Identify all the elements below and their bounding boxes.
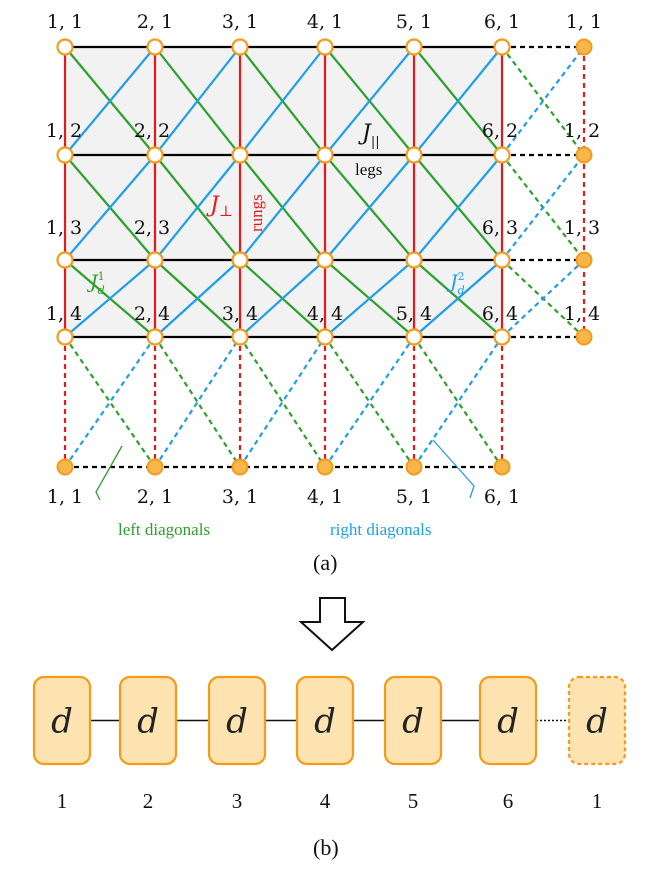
lattice-site bbox=[407, 253, 422, 268]
supersite-number: 3 bbox=[231, 789, 243, 813]
site-label: 5, 4 bbox=[395, 303, 433, 325]
site-label: 2, 1 bbox=[136, 11, 174, 33]
left-diagonals-pointer bbox=[96, 446, 122, 500]
site-label: 6, 1 bbox=[483, 11, 521, 33]
site-label: 3, 1 bbox=[221, 11, 259, 33]
supersite-letter: d bbox=[586, 701, 608, 742]
site-label: 2, 4 bbox=[133, 303, 171, 325]
site-label: 4, 4 bbox=[306, 303, 344, 325]
lattice-site bbox=[148, 40, 163, 55]
periodic-image-site bbox=[318, 460, 333, 475]
lattice-site bbox=[407, 330, 422, 345]
bottom-right-diagonal-periodic bbox=[240, 337, 325, 467]
chain-numbers bbox=[57, 789, 603, 813]
site-label: 1, 3 bbox=[45, 217, 83, 239]
bottom-right-diagonal-periodic bbox=[414, 337, 502, 467]
periodic-image-site bbox=[148, 460, 163, 475]
lattice-site bbox=[58, 253, 73, 268]
lattice-site bbox=[233, 40, 248, 55]
panel-b-caption: (b) bbox=[313, 835, 339, 860]
rungs-text: rungs bbox=[247, 194, 266, 232]
site-label: 6, 1 bbox=[483, 486, 521, 508]
site-label: 2, 3 bbox=[133, 217, 171, 239]
lattice-site bbox=[318, 148, 333, 163]
down-arrow-icon bbox=[301, 598, 363, 650]
site-label: 6, 2 bbox=[481, 120, 519, 142]
lattice-site bbox=[58, 40, 73, 55]
periodic-image-site bbox=[233, 460, 248, 475]
lattice-site bbox=[495, 253, 510, 268]
supersite-number: 1 bbox=[591, 789, 603, 813]
supersite-number: 4 bbox=[319, 789, 331, 813]
right-diagonals-label: right diagonals bbox=[330, 520, 432, 539]
bottom-left-diagonal-periodic bbox=[414, 337, 502, 467]
periodic-image-site bbox=[495, 460, 510, 475]
periodic-image-site bbox=[577, 148, 592, 163]
site-label: 5, 1 bbox=[395, 486, 433, 508]
site-label: 1, 4 bbox=[45, 303, 83, 325]
lattice-site bbox=[148, 330, 163, 345]
bottom-left-diagonal-periodic bbox=[155, 337, 240, 467]
site-label: 4, 1 bbox=[306, 486, 344, 508]
site-label: 2, 2 bbox=[133, 120, 171, 142]
lattice-site bbox=[58, 148, 73, 163]
periodic-image-site bbox=[407, 460, 422, 475]
site-label: 1, 3 bbox=[563, 217, 601, 239]
site-label: 3, 1 bbox=[221, 486, 259, 508]
lattice-site bbox=[148, 148, 163, 163]
lattice-site bbox=[318, 253, 333, 268]
site-label: 1, 1 bbox=[46, 11, 84, 33]
supersite-letter: d bbox=[226, 701, 248, 742]
bottom-left-diagonal-periodic bbox=[65, 337, 155, 467]
bottom-left-diagonal-periodic bbox=[325, 337, 414, 467]
lattice-site bbox=[318, 330, 333, 345]
lattice-site bbox=[148, 253, 163, 268]
supersite-letter: d bbox=[497, 701, 519, 742]
site-label: 1, 4 bbox=[563, 303, 601, 325]
bottom-left-diagonal-periodic bbox=[240, 337, 325, 467]
lattice-site bbox=[407, 40, 422, 55]
site-label: 1, 2 bbox=[563, 120, 601, 142]
site-label: 6, 3 bbox=[481, 217, 519, 239]
supersite-letter: d bbox=[402, 701, 424, 742]
site-label: 6, 4 bbox=[481, 303, 519, 325]
supersite-letter: d bbox=[314, 701, 336, 742]
lattice-background bbox=[65, 47, 502, 337]
bottom-right-diagonal-periodic bbox=[65, 337, 155, 467]
site-label: 1, 1 bbox=[565, 11, 603, 33]
panel-a-caption: (a) bbox=[313, 550, 338, 575]
legs-coupling-label: $J_{||}$ bbox=[362, 121, 380, 150]
site-label: 5, 1 bbox=[395, 11, 433, 33]
right-diagonal-coupling-label: $J_d2$ bbox=[450, 270, 465, 297]
right-diagonals-pointer bbox=[433, 440, 474, 498]
site-label: 1, 2 bbox=[45, 120, 83, 142]
site-label: 1, 1 bbox=[46, 486, 84, 508]
lattice-site bbox=[233, 253, 248, 268]
left-diagonals-label: left diagonals bbox=[118, 520, 211, 539]
supersite-number: 5 bbox=[407, 789, 419, 813]
site-label: 4, 1 bbox=[306, 11, 344, 33]
legs-text: legs bbox=[355, 160, 383, 179]
lattice-site bbox=[495, 330, 510, 345]
periodic-image-site bbox=[58, 460, 73, 475]
supersite-number: 1 bbox=[56, 789, 68, 813]
lattice-site bbox=[407, 148, 422, 163]
lattice-site bbox=[495, 40, 510, 55]
periodic-image-site bbox=[577, 253, 592, 268]
site-label: 3, 4 bbox=[221, 303, 259, 325]
periodic-image-site bbox=[577, 40, 592, 55]
left-diagonal-coupling-label: $J_d1$ bbox=[90, 270, 105, 297]
lattice-site bbox=[318, 40, 333, 55]
bottom-right-diagonal-periodic bbox=[155, 337, 240, 467]
rungs-coupling-label: J⊥ bbox=[210, 193, 233, 220]
supersite-number: 6 bbox=[502, 789, 514, 813]
supersite-number: 2 bbox=[142, 789, 154, 813]
chain-panel bbox=[34, 677, 625, 860]
site-label: 2, 1 bbox=[136, 486, 174, 508]
periodic-image-site bbox=[577, 330, 592, 345]
lattice-panel bbox=[46, 11, 602, 575]
bottom-right-diagonal-periodic bbox=[325, 337, 414, 467]
supersite-letter: d bbox=[137, 701, 159, 742]
supersite-letter: d bbox=[51, 701, 73, 742]
lattice-site bbox=[233, 148, 248, 163]
lattice-site bbox=[58, 330, 73, 345]
chain-cells bbox=[34, 677, 625, 764]
lattice-site bbox=[495, 148, 510, 163]
lattice-site bbox=[233, 330, 248, 345]
